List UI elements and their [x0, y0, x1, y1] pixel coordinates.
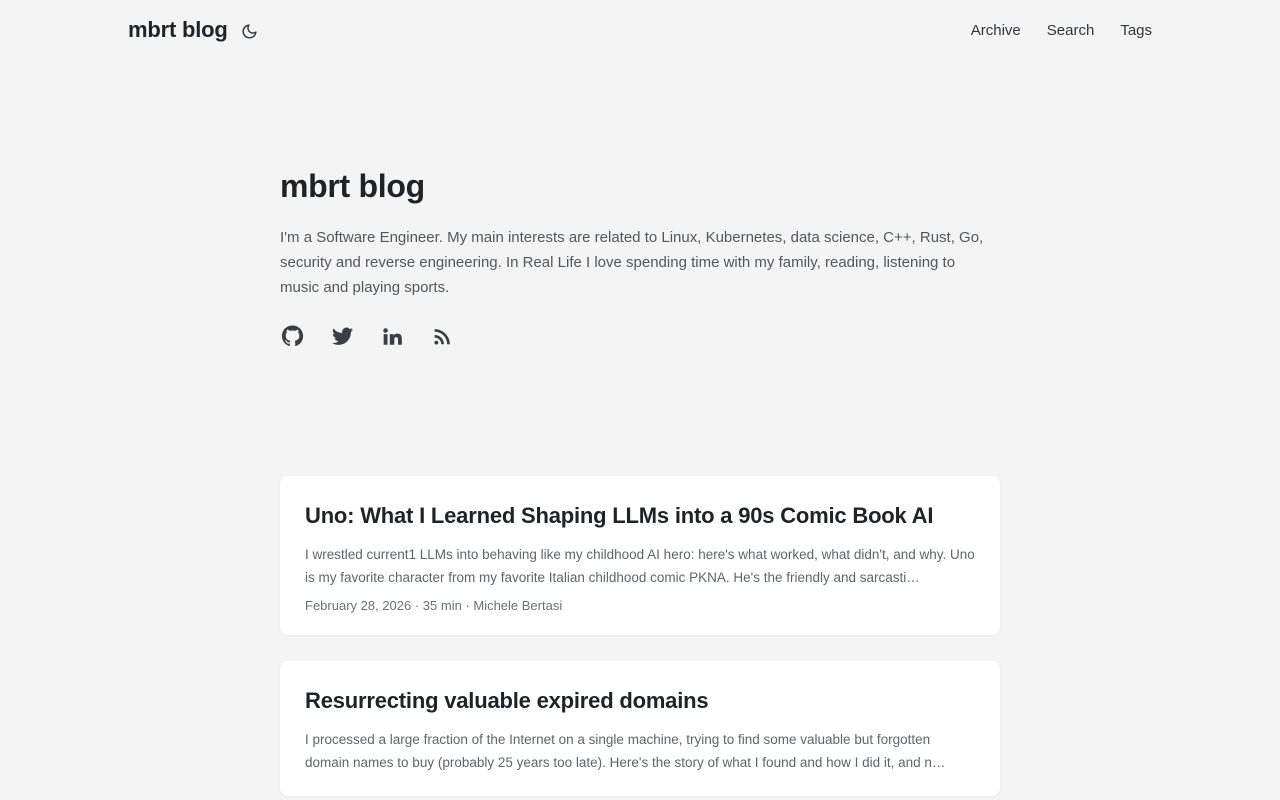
site-header	[0, 0, 1280, 60]
brand-title[interactable]: mbrt blog	[128, 17, 228, 42]
social-links	[280, 324, 1000, 348]
brand[interactable]	[128, 17, 260, 43]
profile-section	[280, 168, 1000, 348]
post-card[interactable]	[280, 476, 1000, 635]
nav-item-search[interactable]: Search	[1046, 21, 1095, 39]
post-list	[280, 476, 1000, 800]
twitter-icon[interactable]	[330, 324, 354, 348]
post-summary: I processed a large fraction of the Internet on a single machine, trying to find some valuable but forgotten domain names to buy (probably 25 years too late). Here's the story of what I found and how I did it, and n…	[305, 732, 946, 770]
nav-item-tags[interactable]: Tags	[1120, 21, 1152, 39]
main-nav	[971, 22, 1152, 39]
post-meta: February 28, 2026 · 35 min · Michele Bertasi	[305, 598, 563, 613]
page-title: mbrt blog	[280, 168, 425, 204]
post-title[interactable]: Resurrecting valuable expired domains	[305, 688, 709, 713]
nav-item-archive[interactable]: Archive	[970, 21, 1021, 39]
rss-icon[interactable]	[430, 324, 454, 348]
post-summary: I wrestled current1 LLMs into behaving like my childhood AI hero: here's what worked, what didn't, and why. Uno is my favorite character from my favorite Italian childhood comic PKNA. He's the friendly and sarcasti…	[305, 547, 975, 585]
moon-icon[interactable]	[240, 21, 260, 41]
post-card[interactable]	[280, 661, 1000, 796]
post-title[interactable]: Uno: What I Learned Shaping LLMs into a 90s Comic Book AI	[305, 503, 934, 528]
profile-description: I'm a Software Engineer. My main interests are related to Linux, Kubernetes, data science, C++, Rust, Go, security and reverse engineering. In Real Life I love spending time with my family, reading, listening to music and playing sports.	[280, 229, 984, 296]
github-icon[interactable]	[280, 324, 304, 348]
linkedin-icon[interactable]	[380, 324, 404, 348]
